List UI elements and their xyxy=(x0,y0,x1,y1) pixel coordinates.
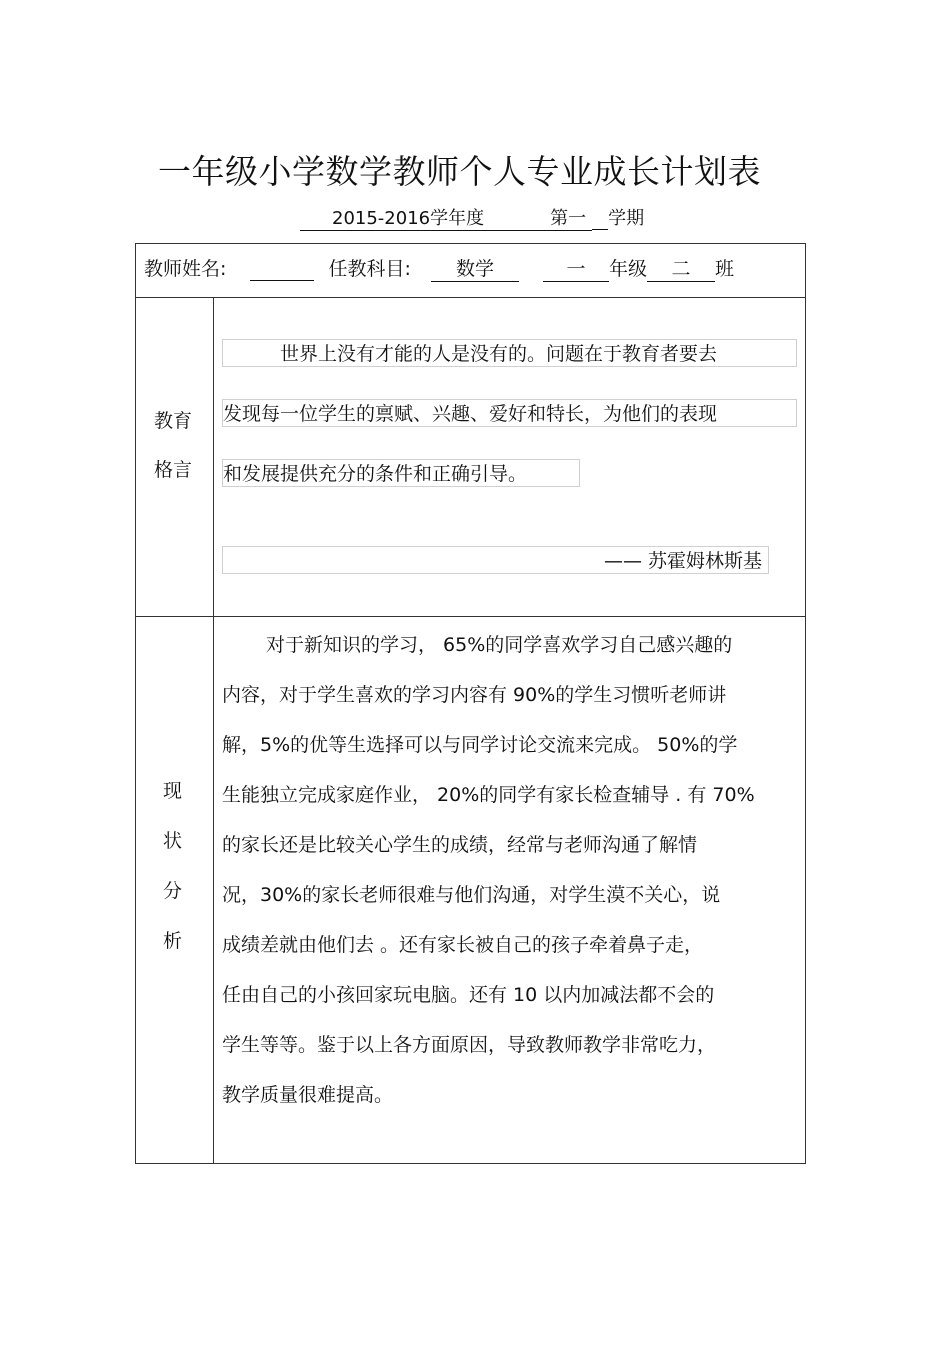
subject-value: 数学 xyxy=(455,258,494,280)
term-suffix: 学期 xyxy=(608,208,645,229)
school-year-field xyxy=(300,204,512,231)
column-divider xyxy=(213,297,214,1163)
analysis-line-2: 内容，对于学生喜欢的学习内容有 90%的学生习惯听老师讲 xyxy=(222,684,727,706)
term-field xyxy=(512,204,592,231)
motto-label-line-1: 教育 xyxy=(154,410,193,432)
analysis-line-8: 任由自己的小孩回家玩电脑。还有 10 以内加减法都不会的 xyxy=(222,984,715,1006)
motto-line-3: 和发展提供充分的条件和正确引导。 xyxy=(222,459,580,487)
analysis-line-9: 学生等等。鉴于以上各方面原因，导致教师教学非常吃力， xyxy=(222,1034,717,1056)
analysis-label-char-3: 分 xyxy=(163,880,183,902)
row-divider-1 xyxy=(135,297,805,298)
term-blank xyxy=(592,208,608,230)
analysis-line-6: 况，30%的家长老师很难与他们沟通，对学生漠不关心，说 xyxy=(222,884,721,906)
row-divider-2 xyxy=(135,616,805,617)
analysis-line-4: 生能独立完成家庭作业， 20%的同学有家长检查辅导 . 有 70% xyxy=(222,784,755,806)
grade-value: 一 xyxy=(566,258,586,280)
motto-line-2: 发现每一位学生的禀赋、兴趣、爱好和特长，为他们的表现 xyxy=(222,399,797,427)
motto-line-1: 世界上没有才能的人是没有的。问题在于教育者要去 xyxy=(222,339,797,367)
page-title: 一年级小学数学教师个人专业成长计划表 xyxy=(158,152,761,191)
motto-label-line-2: 格言 xyxy=(154,459,193,481)
teacher-info-row xyxy=(144,254,734,282)
term-value: 第一 xyxy=(550,208,587,229)
analysis-label-char-2: 状 xyxy=(163,830,183,852)
analysis-line-3: 解，5%的优等生选择可以与同学讨论交流来完成。 50%的学 xyxy=(222,734,738,756)
analysis-line-1: 对于新知识的学习， 65%的同学喜欢学习自己感兴趣的 xyxy=(266,634,733,656)
school-year-suffix: 学年度 xyxy=(430,208,485,229)
motto-author: —— 苏霍姆林斯基 xyxy=(222,546,769,574)
subject-field xyxy=(431,254,519,282)
analysis-label-char-1: 现 xyxy=(163,780,183,802)
teacher-name-field xyxy=(250,258,314,281)
teacher-name-label: 教师姓名: xyxy=(144,258,227,280)
analysis-line-5: 的家长还是比较关心学生的成绩，经常与老师沟通了解情 xyxy=(222,834,698,856)
analysis-line-10: 教学质量很难提高。 xyxy=(222,1084,394,1106)
school-year-line xyxy=(300,204,644,231)
class-label: 班 xyxy=(715,258,735,280)
subject-label: 任教科目: xyxy=(328,258,411,280)
analysis-line-7: 成绩差就由他们去 。还有家长被自己的孩子牵着鼻子走， xyxy=(222,934,704,956)
analysis-label-char-4: 析 xyxy=(163,930,183,952)
class-value: 二 xyxy=(671,258,691,280)
grade-label: 年级 xyxy=(609,258,648,280)
class-field xyxy=(647,254,715,282)
grade-field xyxy=(543,254,609,282)
school-year-value: 2015-2016 xyxy=(332,208,431,229)
